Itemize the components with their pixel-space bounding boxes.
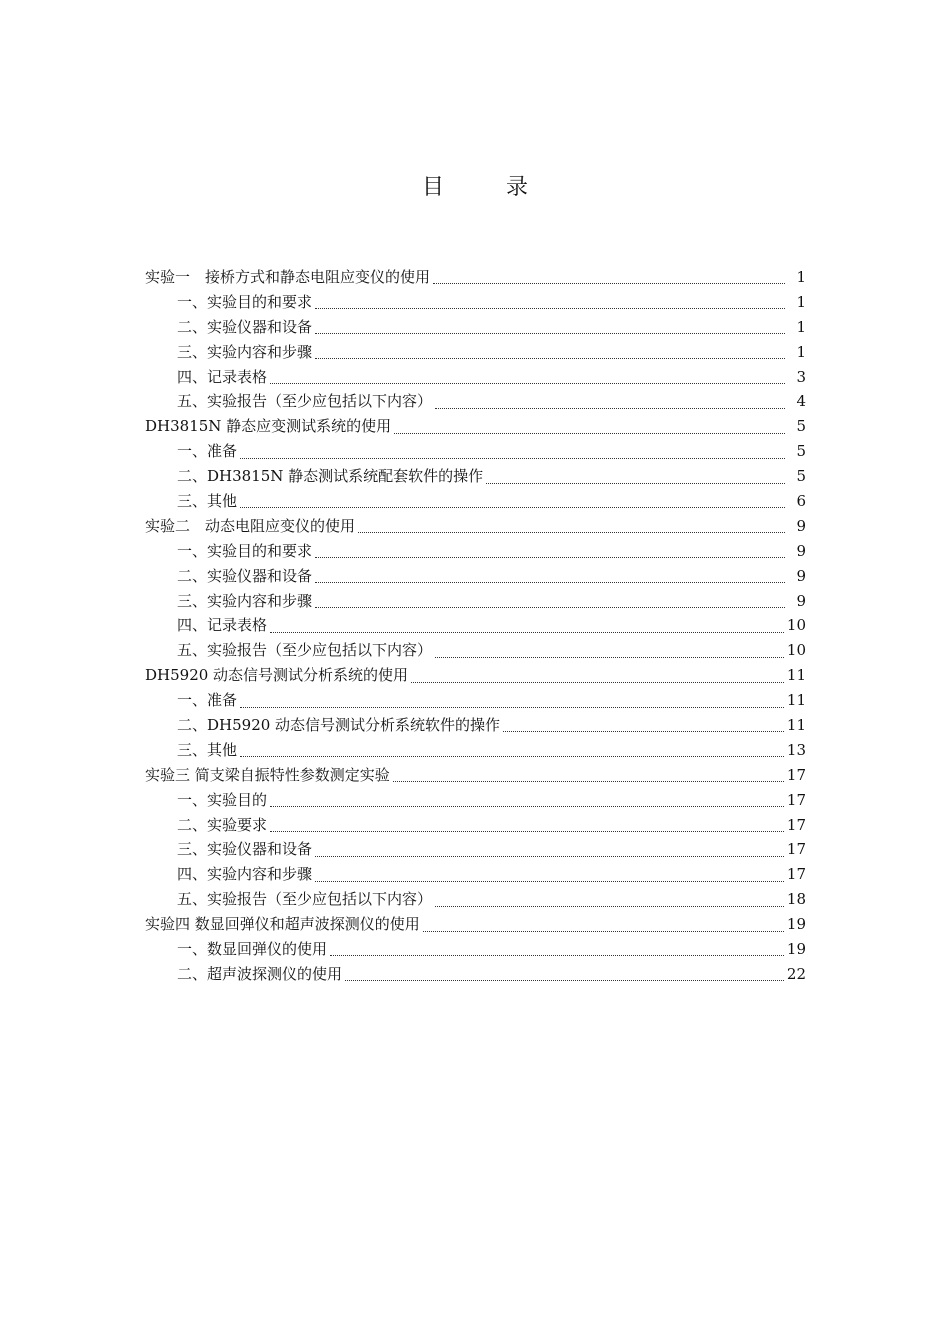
toc-page-number: 17 xyxy=(786,790,806,809)
toc-subentry[interactable] xyxy=(145,813,806,838)
toc-entry-label: 五、实验报告（至少应包括以下内容） xyxy=(177,890,433,909)
toc-page-number: 1 xyxy=(796,268,806,286)
toc-page-number: 3 xyxy=(796,367,806,386)
toc-entry[interactable] xyxy=(145,265,806,290)
toc-entry-label: 五、实验报告（至少应包括以下内容） xyxy=(177,641,433,660)
toc-subentry[interactable] xyxy=(145,738,806,763)
toc-subentry[interactable] xyxy=(145,713,806,738)
toc-entry-label: DH3815N 静态应变测试系统的使用 xyxy=(145,417,392,436)
dot-leader xyxy=(486,482,785,484)
dot-leader xyxy=(315,581,785,583)
dot-leader xyxy=(315,880,784,882)
toc-entry-label: 二、实验仪器和设备 xyxy=(177,566,313,585)
toc-page-number: 22 xyxy=(786,964,806,983)
toc-entry-label: 实验一 接桥方式和静态电阻应变仪的使用 xyxy=(145,268,431,286)
toc-subentry[interactable] xyxy=(145,564,806,589)
toc-subentry[interactable] xyxy=(145,937,806,962)
toc-entry-label: 实验四 数显回弹仪和超声波探测仪的使用 xyxy=(145,915,420,934)
dot-leader xyxy=(394,432,785,434)
toc-subentry[interactable] xyxy=(145,862,806,887)
dot-leader xyxy=(240,755,784,757)
toc-subentry[interactable] xyxy=(145,340,806,365)
toc-page-number: 10 xyxy=(786,616,806,635)
toc-entry[interactable] xyxy=(145,763,806,788)
toc-page-number: 5 xyxy=(796,442,806,461)
toc-entry-label: 一、实验目的和要求 xyxy=(177,541,313,560)
toc-entry-label: 三、实验内容和步骤 xyxy=(177,591,313,610)
toc-entry[interactable] xyxy=(145,514,806,539)
dot-leader xyxy=(240,457,785,459)
dot-leader xyxy=(270,631,784,633)
toc-page-number: 9 xyxy=(796,591,806,610)
toc-subentry[interactable] xyxy=(145,887,806,912)
dot-leader xyxy=(240,506,785,508)
toc-entry-label: 实验三 简支梁自振特性参数测定实验 xyxy=(145,765,390,784)
dot-leader xyxy=(270,805,784,807)
dot-leader xyxy=(315,606,785,608)
toc-entry-label: 一、实验目的 xyxy=(177,790,268,809)
toc-subentry[interactable] xyxy=(145,613,806,638)
toc-entry-label: 一、准备 xyxy=(177,442,238,461)
toc-page-number: 17 xyxy=(786,840,806,859)
dot-leader xyxy=(358,531,785,533)
toc-entry-label: 三、其他 xyxy=(177,492,238,511)
dot-leader xyxy=(433,282,785,284)
toc-page-number: 17 xyxy=(786,815,806,834)
dot-leader xyxy=(315,307,785,309)
dot-leader xyxy=(315,332,785,334)
toc-page-number: 5 xyxy=(796,417,806,436)
dot-leader xyxy=(393,780,784,782)
toc-page-number: 9 xyxy=(796,566,806,585)
toc-entry-label: 实验二 动态电阻应变仪的使用 xyxy=(145,516,356,535)
table-of-contents xyxy=(145,265,806,987)
dot-leader xyxy=(435,656,784,658)
toc-page-number: 19 xyxy=(786,915,806,934)
toc-page-number: 6 xyxy=(796,492,806,511)
toc-page-number: 1 xyxy=(796,342,806,361)
toc-page-number: 11 xyxy=(786,691,806,710)
toc-page-number: 1 xyxy=(796,317,806,336)
toc-subentry[interactable] xyxy=(145,439,806,464)
toc-page-number: 18 xyxy=(786,890,806,909)
toc-subentry[interactable] xyxy=(145,315,806,340)
toc-entry-label: 四、实验内容和步骤 xyxy=(177,865,313,884)
toc-subentry[interactable] xyxy=(145,290,806,315)
dot-leader xyxy=(270,830,784,832)
toc-subentry[interactable] xyxy=(145,638,806,663)
dot-leader xyxy=(503,730,784,732)
toc-subentry[interactable] xyxy=(145,788,806,813)
dot-leader xyxy=(435,905,784,907)
toc-entry-label: 五、实验报告（至少应包括以下内容） xyxy=(177,392,433,411)
toc-entry-label: 一、准备 xyxy=(177,691,238,710)
dot-leader xyxy=(345,979,784,981)
toc-entry-label: 三、实验仪器和设备 xyxy=(177,840,313,859)
toc-title: 目 录 xyxy=(421,175,548,200)
toc-entry-label: 二、实验要求 xyxy=(177,815,268,834)
dot-leader xyxy=(270,382,785,384)
toc-subentry[interactable] xyxy=(145,464,806,489)
toc-subentry[interactable] xyxy=(145,539,806,564)
dot-leader xyxy=(315,556,785,558)
toc-entry-label: 二、DH3815N 静态测试系统配套软件的操作 xyxy=(177,467,484,486)
toc-entry-label: 二、超声波探测仪的使用 xyxy=(177,964,343,983)
dot-leader xyxy=(423,930,784,932)
toc-entry-label: 四、记录表格 xyxy=(177,367,268,386)
toc-page-number: 4 xyxy=(796,392,806,411)
toc-entry[interactable] xyxy=(145,663,806,688)
dot-leader xyxy=(411,681,784,683)
toc-subentry[interactable] xyxy=(145,837,806,862)
toc-entry-label: 四、记录表格 xyxy=(177,616,268,635)
toc-page-number: 1 xyxy=(796,292,806,311)
toc-subentry[interactable] xyxy=(145,365,806,390)
dot-leader xyxy=(330,954,784,956)
toc-page-number: 17 xyxy=(786,765,806,784)
dot-leader xyxy=(315,855,784,857)
toc-entry-label: 一、数显回弹仪的使用 xyxy=(177,940,328,959)
toc-entry-label: DH5920 动态信号测试分析系统的使用 xyxy=(145,666,409,685)
toc-entry[interactable] xyxy=(145,912,806,937)
dot-leader xyxy=(240,706,784,708)
toc-entry-label: 三、其他 xyxy=(177,740,238,759)
toc-entry-label: 二、DH5920 动态信号测试分析系统软件的操作 xyxy=(177,716,501,735)
toc-entry-label: 三、实验内容和步骤 xyxy=(177,342,313,361)
toc-page-number: 11 xyxy=(786,666,806,685)
toc-entry-label: 二、实验仪器和设备 xyxy=(177,317,313,336)
toc-page-number: 5 xyxy=(796,467,806,486)
toc-subentry[interactable] xyxy=(145,962,806,987)
dot-leader xyxy=(315,357,785,359)
toc-subentry[interactable] xyxy=(145,389,806,414)
toc-page-number: 9 xyxy=(796,541,806,560)
toc-subentry[interactable] xyxy=(145,489,806,514)
toc-page-number: 17 xyxy=(786,865,806,884)
toc-page-number: 11 xyxy=(786,716,806,735)
toc-page-number: 9 xyxy=(796,516,806,535)
toc-subentry[interactable] xyxy=(145,589,806,614)
dot-leader xyxy=(435,407,785,409)
toc-entry[interactable] xyxy=(145,414,806,439)
toc-page-number: 10 xyxy=(786,641,806,660)
toc-page-number: 19 xyxy=(786,940,806,959)
toc-entry-label: 一、实验目的和要求 xyxy=(177,292,313,311)
toc-page-number: 13 xyxy=(786,740,806,759)
toc-subentry[interactable] xyxy=(145,688,806,713)
